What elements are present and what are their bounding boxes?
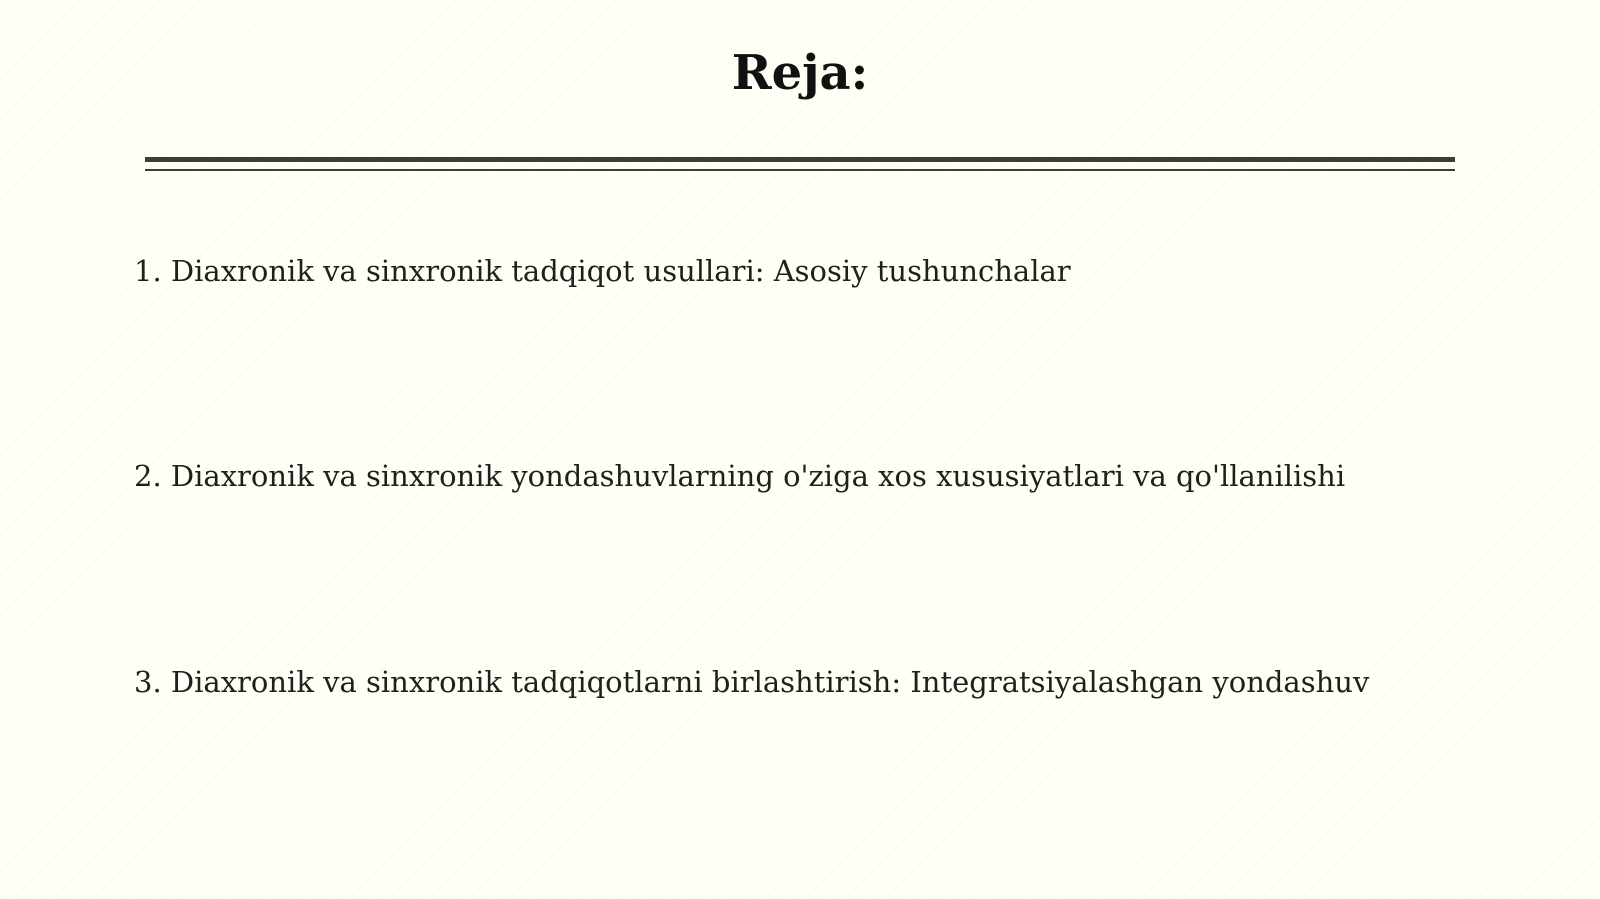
title-divider-thin [145,169,1455,171]
title-divider-thick [145,157,1455,162]
plan-item-3: 3. Diaxronik va sinxronik tadqiqotlarni birlashtirish: Integratsiyalashgan yondashuv [134,665,1370,699]
plan-item-2: 2. Diaxronik va sinxronik yondashuvlarning o'ziga xos xususiyatlari va qo'llanilishi [134,459,1346,493]
plan-item-1: 1. Diaxronik va sinxronik tadqiqot usullari: Asosiy tushunchalar [134,254,1071,288]
slide-title: Reja: [731,45,869,101]
